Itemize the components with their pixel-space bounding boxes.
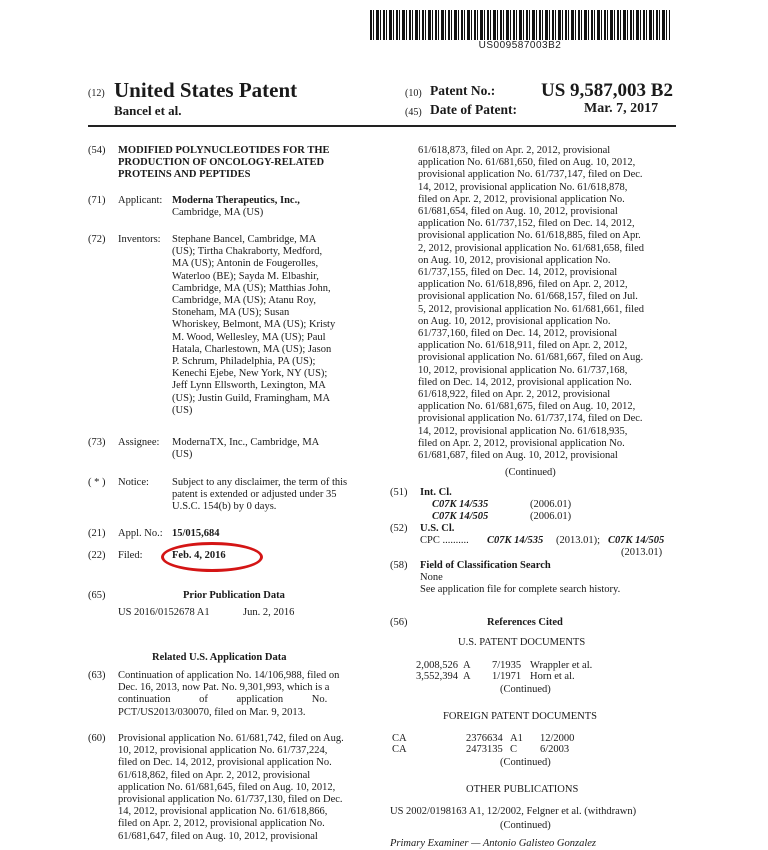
us-doc-number: 2,008,526 (416, 660, 458, 671)
other-pubs-continued: (Continued) (500, 820, 551, 831)
inventor-line: Stoneham, MA (US); Susan (172, 307, 290, 319)
title-line: PRODUCTION OF ONCOLOGY-RELATED (118, 157, 325, 169)
inventor-line: Waterloo (BE); Sayda M. Elbashir, (172, 270, 319, 282)
inventor-line: Whoriskey, Belmont, MA (US); Kristy (172, 319, 336, 331)
provisional-line: 14, 2012, provisional application No. 61/618,866, (118, 806, 328, 818)
provisional-line: 61/618,922, filed on Apr. 2, 2012, provisional (418, 389, 611, 401)
code-12: (12) (88, 88, 105, 99)
provisional-code: (60) (88, 733, 106, 744)
cpc-version-2: (2013.01) (621, 547, 663, 558)
continuation-code: (63) (88, 670, 106, 681)
title-code: (54) (88, 145, 106, 156)
foreign-doc-number: 2473135 (466, 744, 503, 755)
filed-date-highlight-circle (161, 542, 263, 572)
foreign-doc-kind: A1 (510, 733, 523, 744)
provisional-line: 2, 2012, provisional application No. 61/681,658, filed (418, 242, 645, 254)
inventor-line: M. Wood, Wellesley, MA (US); Paul (172, 331, 326, 343)
provisional-line: 61/737,160, filed on Dec. 14, 2012, provisional (418, 328, 618, 340)
patent-type-title: United States Patent (114, 78, 298, 102)
notice-line: Subject to any disclaimer, the term of this (172, 477, 348, 488)
inventor-line: Kenechi Ejebe, New York, NY (US); (172, 368, 328, 380)
provisional-line: application No. 61/681,645, filed on Aug. 10, 2012, (118, 781, 336, 793)
filed-date: Feb. 4, 2016 (172, 550, 226, 561)
notice-text (172, 477, 347, 514)
code-10: (10) (405, 88, 422, 99)
provisional-line: application No. 61/618,911, filed on Apr. 2, 2012, (418, 340, 628, 352)
provisional-line: on Aug. 10, 2012, provisional application No. (418, 315, 611, 327)
inventor-line: P. Schrum, Philadelphia, PA (US); (172, 356, 316, 368)
appl-number: 15/015,684 (172, 528, 220, 539)
assignee-line: ModernaTX, Inc., Cambridge, MA (172, 437, 320, 448)
inventor-line: (US); Justin Guild, Framingham, MA (172, 392, 331, 404)
field-search-see: See application file for complete search history. (420, 584, 621, 595)
header-rule (88, 125, 676, 127)
provisional-line: 61/681,687, filed on Aug. 10, 2012, provisional (418, 450, 618, 462)
appl-code: (21) (88, 528, 106, 539)
provisional-line: 5, 2012, provisional application No. 61/681,661, filed (418, 303, 645, 315)
intcl-code: (51) (390, 487, 408, 498)
continuation-line: PCT/US2013/030070, filed on Mar. 9, 2013. (118, 706, 306, 718)
provisional-line: 10, 2012, provisional application No. 61/737,168, (418, 364, 628, 376)
notice-code: ( * ) (88, 477, 106, 488)
references-heading: References Cited (487, 617, 563, 628)
notice-label: Notice: (118, 477, 149, 488)
applicant-label: Applicant: (118, 195, 163, 206)
intcl-class: C07K 14/535 (432, 499, 489, 510)
appl-label: Appl. No.: (118, 528, 163, 539)
provisional-line: application No. 61/618,896, filed on Apr. 2, 2012, (418, 279, 628, 291)
provisional-line: 61/681,647, filed on Aug. 10, 2012, provisional (118, 830, 318, 842)
assignee-code: (73) (88, 437, 106, 448)
intcl-label: Int. Cl. (420, 487, 452, 498)
provisional-line: provisional application No. 61/737,130, filed on Dec. (118, 794, 343, 806)
provisional-line: application No. 61/681,650, filed on Aug. 10, 2012, (418, 157, 636, 169)
us-docs-heading: U.S. PATENT DOCUMENTS (458, 637, 586, 648)
provisional-line: provisional application No. 61/681,667, filed on Aug. (418, 352, 644, 364)
provisional-line: 61/737,155, filed on Dec. 14, 2012, provisional (418, 267, 618, 279)
provisional-line: 14, 2012, provisional application No. 61/618,878, (418, 181, 628, 193)
inventor-line: (US) (172, 404, 193, 416)
patent-no-label: Patent No.: (430, 83, 496, 98)
field-search-none: None (420, 572, 443, 583)
barcode (370, 10, 670, 40)
applicant-line: Moderna Therapeutics, Inc., (172, 195, 300, 206)
inventor-line: (US); Tirtha Chakraborty, Medford, (172, 246, 323, 258)
provisional-line: filed on Apr. 2, 2012, provisional application No. (418, 437, 625, 449)
foreign-doc-date: 6/2003 (540, 744, 570, 755)
prior-pub-heading: Prior Publication Data (183, 590, 285, 601)
title-line: PROTEINS AND PEPTIDES (118, 169, 251, 181)
other-pubs-heading: OTHER PUBLICATIONS (466, 784, 579, 795)
inventors-label: Inventors: (118, 234, 161, 245)
prior-code: (65) (88, 590, 106, 601)
filed-code: (22) (88, 550, 106, 561)
inventor-line: Cambridge, MA (US); Matthias John, (172, 282, 331, 294)
applicant-value (172, 195, 300, 219)
patent-date: Mar. 7, 2017 (584, 101, 659, 116)
provisional-line: filed on Apr. 2, 2012, provisional application No. (118, 818, 325, 830)
provisional-line: provisional application No. 61/668,157, filed on Jul. (418, 291, 638, 303)
notice-line: patent is extended or adjusted under 35 (172, 489, 337, 501)
provisional-line: application No. 61/737,152, filed on Dec. 14, 2012, (418, 218, 635, 230)
prior-pub-date: Jun. 2, 2016 (243, 607, 295, 618)
foreign-doc-date: 12/2000 (540, 733, 575, 744)
inventor-line: MA (US); Antonin de Fougerolles, (172, 258, 319, 270)
intcl-version: (2006.01) (530, 511, 572, 522)
us-doc-name: Horn et al. (530, 671, 575, 682)
inventor-line: Hatala, Charlestown, MA (US); Jason (172, 343, 332, 355)
provisional-continued-text (418, 145, 672, 462)
provisional-line: 61/681,654, filed on Aug. 10, 2012, provisional (418, 206, 618, 218)
us-doc-name: Wrappler et al. (530, 660, 593, 671)
inventor-line: Stephane Bancel, Cambridge, MA (172, 234, 317, 245)
continuation-text (118, 670, 366, 719)
foreign-docs-heading: FOREIGN PATENT DOCUMENTS (443, 711, 598, 722)
us-docs-continued: (Continued) (500, 684, 551, 695)
applicant-code: (71) (88, 195, 106, 206)
intcl-class: C07K 14/505 (432, 511, 489, 522)
foreign-docs-continued: (Continued) (500, 757, 551, 768)
assignee-line: (US) (172, 449, 193, 461)
cpc-version-1: (2013.01); (556, 535, 601, 546)
other-pub-line: US 2002/0198163 A1, 12/2002, Felgner et al. (withdrawn) (390, 806, 637, 817)
assignee-value (172, 437, 319, 461)
continued-note: (Continued) (505, 467, 556, 478)
references-code: (56) (390, 617, 408, 628)
us-doc-kind: A (463, 660, 471, 671)
us-doc-date: 7/1935 (492, 660, 522, 671)
uscl-code: (52) (390, 523, 408, 534)
field-search-code: (58) (390, 560, 408, 571)
provisional-line: application No. 61/681,675, filed on Aug. 10, 2012, (418, 401, 636, 413)
provisional-line: filed on Apr. 2, 2012, provisional application No. (418, 193, 625, 205)
inventor-line: Jeff Lynn Ellsworth, Lexington, MA (172, 380, 326, 392)
assignee-label: Assignee: (118, 437, 160, 448)
foreign-doc-country: CA (392, 733, 407, 744)
inventors-short: Bancel et al. (114, 103, 182, 118)
us-doc-kind: A (463, 671, 471, 682)
provisional-line: Provisional application No. 61/681,742, filed on Aug. (118, 733, 344, 744)
field-search-label: Field of Classification Search (420, 560, 551, 571)
primary-examiner: Primary Examiner — Antonio Galisteo Gonzalez (390, 838, 597, 849)
inventors-code: (72) (88, 234, 106, 245)
cpc-label: CPC .......... (420, 535, 469, 546)
title-line: MODIFIED POLYNUCLEOTIDES FOR THE (118, 145, 330, 156)
foreign-doc-number: 2376634 (466, 733, 503, 744)
patent-number: US 9,587,003 B2 (541, 80, 673, 101)
provisional-text (118, 733, 366, 843)
related-heading: Related U.S. Application Data (152, 652, 287, 663)
applicant-line: Cambridge, MA (US) (172, 207, 264, 219)
provisional-line: provisional application No. 61/618,885, filed on Apr. (418, 230, 641, 242)
provisional-line: 61/618,862, filed on Apr. 2, 2012, provisional (118, 769, 311, 781)
intcl-version: (2006.01) (530, 499, 572, 510)
barcode-number: US009587003B2 (478, 40, 562, 51)
filed-label: Filed: (118, 550, 143, 561)
continuation-line: Continuation of application No. 14/106,988, filed on (118, 670, 340, 681)
cpc-class-2: C07K 14/505 (608, 535, 665, 546)
provisional-line: 61/618,873, filed on Apr. 2, 2012, provisional (418, 145, 611, 156)
provisional-line: filed on Dec. 14, 2012, provisional application No. (118, 757, 332, 769)
inventor-line: Cambridge, MA (US); Atanu Roy, (172, 295, 316, 307)
foreign-doc-country: CA (392, 744, 407, 755)
continuation-line: continuation of application No. (118, 694, 328, 706)
inventors-list (172, 234, 366, 417)
prior-pub-number: US 2016/0152678 A1 (118, 607, 210, 618)
date-label: Date of Patent: (430, 102, 517, 117)
provisional-line: provisional application No. 61/737,147, filed on Dec. (418, 169, 643, 181)
us-doc-date: 1/1971 (492, 671, 522, 682)
provisional-line: provisional application No. 61/737,174, filed on Dec. (418, 413, 643, 425)
provisional-line: on Aug. 10, 2012, provisional application No. (418, 254, 611, 266)
continuation-line: Dec. 16, 2013, now Pat. No. 9,301,993, which is a (118, 682, 330, 694)
uscl-label: U.S. Cl. (420, 523, 455, 534)
foreign-doc-kind: C (510, 744, 518, 755)
us-doc-number: 3,552,394 (416, 671, 458, 682)
notice-line: U.S.C. 154(b) by 0 days. (172, 501, 277, 513)
provisional-line: filed on Dec. 14, 2012, provisional application No. (418, 376, 632, 388)
provisional-line: 10, 2012, provisional application No. 61/737,224, (118, 745, 328, 757)
provisional-line: 14, 2012, provisional application No. 61/618,935, (418, 425, 628, 437)
invention-title (118, 145, 330, 182)
cpc-class-1: C07K 14/535 (487, 535, 544, 546)
code-45: (45) (405, 107, 422, 118)
